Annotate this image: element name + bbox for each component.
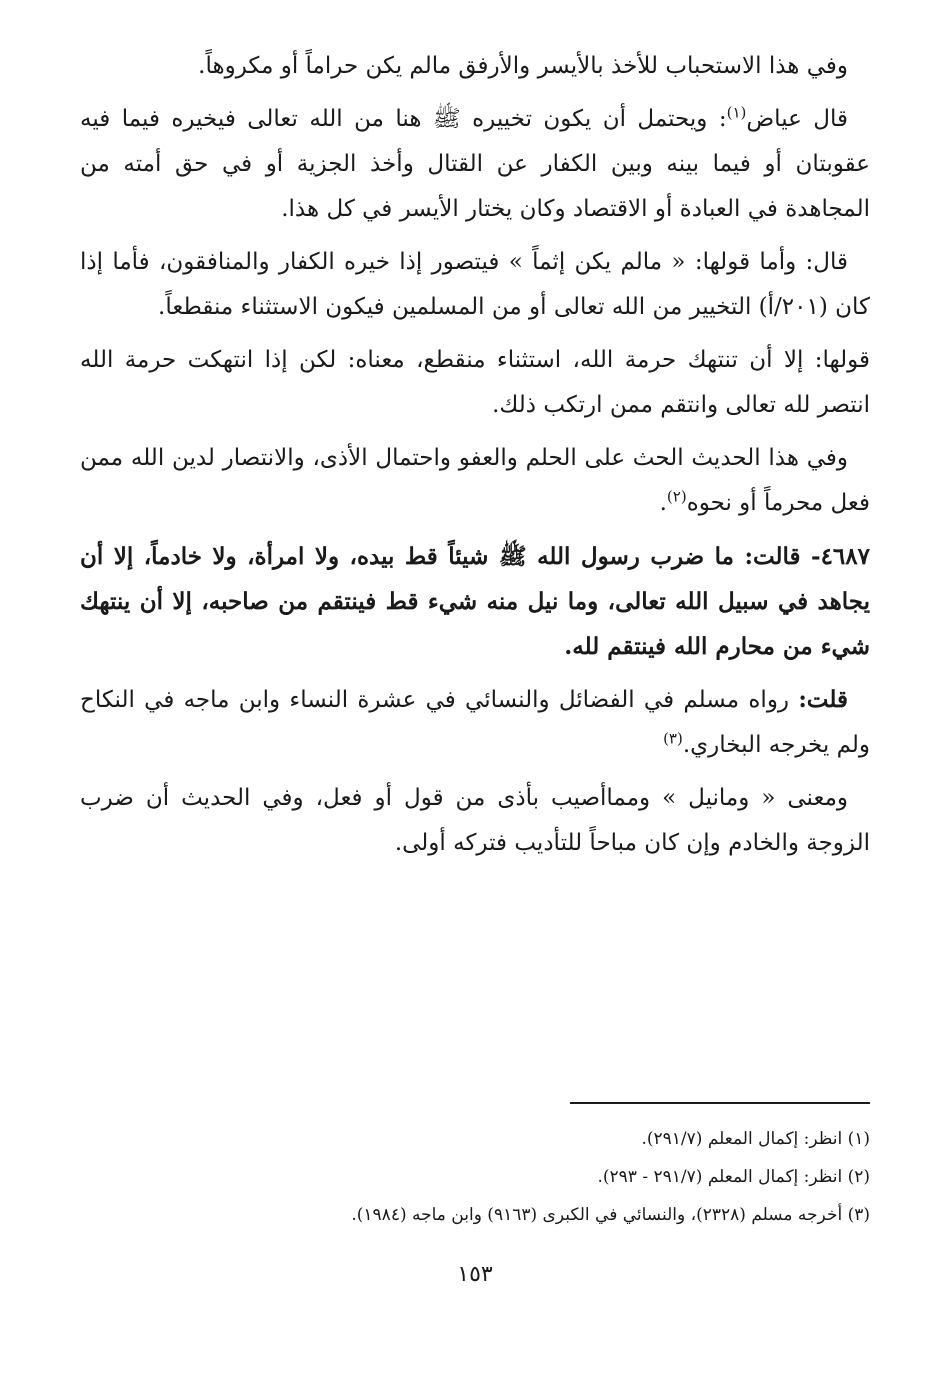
qultu-lead: قلت: <box>798 686 848 713</box>
paragraph-3 <box>80 240 870 330</box>
paragraph-8-text: ومعنى « ومانيل » ومماأصيب بأذى من قول أو فعل، وفي الحديث أن ضرب الزوجة والخادم وإن كان مباحاً للتأديب فتركه أولى. <box>80 785 870 856</box>
paragraph-1 <box>80 44 870 89</box>
paragraph-4-text: قولها: إلا أن تنتهك حرمة الله، استثناء منقطع، معناه: لكن إذا انتهكت حرمة الله انتصر لله تعالى وانتقم ممن ارتكب ذلك. <box>80 347 870 418</box>
footnote-ref-3: (٣) <box>663 729 683 748</box>
paragraph-2 <box>80 97 870 232</box>
footnote-2: (٢) انظر: إكمال المعلم (٢٩١/٧ - ٢٩٣). <box>597 1167 870 1187</box>
footnote-ref-1: (١) <box>726 103 747 122</box>
footnote-1: (١) انظر: إكمال المعلم (٢٩١/٧). <box>641 1129 870 1149</box>
paragraph-3-text: قال: وأما قولها: « مالم يكن إثماً » فيتصور إذا خيره الكفار والمنافقون، فأما إذا كان (٢٠١/أ) التخيير من الله تعالى أو من المسلمين فيكون الاستثناء منقطعاً. <box>80 249 870 320</box>
footnotes <box>80 1120 870 1234</box>
paragraph-2-text-start: قال عياض <box>746 106 848 132</box>
paragraph-5 <box>80 436 870 526</box>
paragraph-8 <box>80 776 870 866</box>
paragraph-5-text: وفي هذا الحديث الحث على الحلم والعفو واحتمال الأذى، والانتصار لدين الله ممن فعل محرماً أو نحوه <box>80 445 870 516</box>
paragraph-7-text: رواه مسلم في الفضائل والنسائي في عشرة النساء وابن ماجه في النكاح ولم يخرجه البخاري. <box>80 687 870 758</box>
hadith-4687 <box>80 534 870 669</box>
paragraph-7 <box>80 677 870 768</box>
hadith-text: ٤٦٨٧- قالت: ما ضرب رسول الله ﷺ شيئاً قط بيده، ولا امرأة، ولا خادماً، إلا أن يجاهد في سبيل الله تعالى، وما نيل منه شيء قط فينتقم من صاحبه، إلا أن ينتهك شيء من محارم الله فينتقم لله. <box>80 543 870 660</box>
footnote-3: (٣) أخرجه مسلم (٢٣٢٨)، والنسائي في الكبرى (٩١٦٣) وابن ماجه (١٩٨٤). <box>351 1205 870 1225</box>
paragraph-2-text-end: : ويحتمل أن يكون تخييره ﷺ هنا من الله تعالى فيخيره فيما فيه عقوبتان أو فيما بينه وبين الكفار عن القتال وأخذ الجزية أو في حق أمته من المجاهدة في العبادة أو الاقتصاد وكان يختار الأيسر في كل هذا. <box>80 106 870 222</box>
footnote-ref-2: (٢) <box>666 487 687 506</box>
main-text <box>80 44 870 874</box>
page-number: ١٥٣ <box>457 1262 493 1287</box>
paragraph-5-end: . <box>659 490 667 516</box>
footnote-divider <box>570 1102 870 1104</box>
paragraph-4 <box>80 338 870 428</box>
paragraph-1-text: وفي هذا الاستحباب للأخذ بالأيسر والأرفق مالم يكن حراماً أو مكروهاً. <box>198 53 848 79</box>
